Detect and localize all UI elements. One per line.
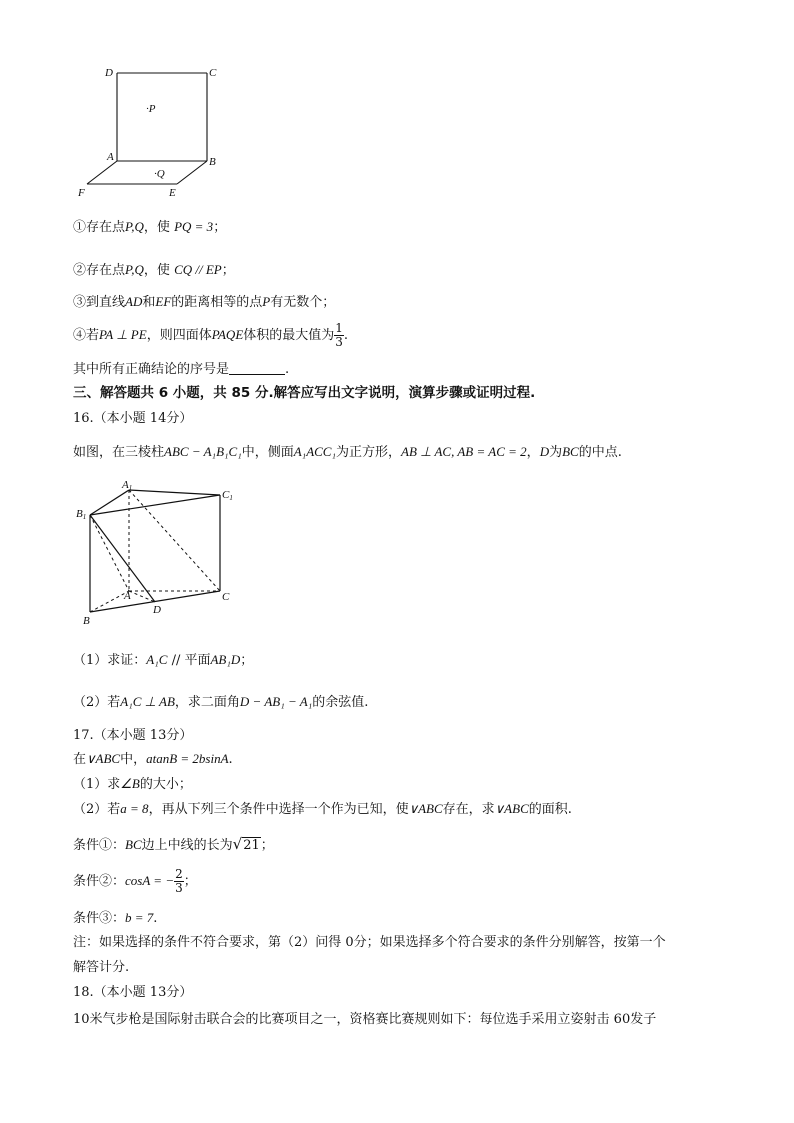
text: ④若 [73, 328, 100, 343]
statement-4 [73, 322, 348, 349]
math: b = 7 [125, 910, 154, 925]
q17-header: 17.（本小题 13分） [73, 728, 193, 743]
text: 有无数个； [270, 295, 336, 310]
label-C1: C1 [222, 489, 233, 502]
label-B: B [209, 156, 216, 168]
label-E: E [169, 187, 176, 199]
math: P [262, 294, 271, 309]
text: 为 [549, 445, 563, 460]
math: PAQE [211, 327, 244, 342]
label-D: D [153, 604, 161, 616]
numerator: 1 [335, 321, 343, 335]
figure-square-parallelogram [70, 58, 230, 203]
math: atanB = 2bsinA [146, 751, 229, 766]
section-3-heading: 三、解答题共 6 小题，共 85 分.解答应写出文字说明，演算步骤或证明过程. [73, 385, 536, 401]
text: ③到直线 [73, 295, 126, 310]
sqrt-sign: √ [232, 835, 243, 853]
text: 存在，求 [442, 802, 495, 817]
text: 条件①： [73, 838, 126, 853]
label-B1: B1 [76, 508, 87, 521]
q17-condition-2 [73, 868, 197, 895]
text: ； [240, 653, 254, 668]
math: AB₁D [210, 652, 241, 667]
text: ； [221, 263, 235, 278]
math: PA ⊥ PE [99, 327, 147, 342]
math: BC [562, 444, 579, 459]
text: 的距离相等的点 [171, 295, 263, 310]
edge-B1A1 [90, 490, 129, 515]
text: ； [183, 874, 197, 889]
q17-part1 [73, 776, 192, 793]
text: // 平面 [171, 653, 211, 668]
text: 的大小； [139, 777, 192, 792]
text: ，使 [143, 220, 170, 235]
label-F: F [78, 187, 85, 199]
text: 其中所有正确结论的序号是 [73, 362, 230, 377]
label-A1: A1 [122, 479, 133, 492]
q17-note-line-2: 解答计分. [73, 960, 130, 975]
text: （2）若 [73, 695, 121, 710]
numerator: 2 [175, 867, 183, 881]
text: 条件③： [73, 911, 126, 926]
label-Q: ·Q [154, 168, 165, 180]
math: A₁ACC₁ [293, 444, 336, 459]
text: （2）若 [73, 802, 121, 817]
edge-B1C1 [90, 495, 220, 515]
statement-3 [73, 294, 335, 311]
math: A₁C [146, 652, 168, 667]
math: cosA = − [125, 873, 175, 888]
math: a = 8 [120, 801, 149, 816]
text: 和 [142, 295, 156, 310]
label-C: C [222, 591, 230, 603]
math: AD [125, 294, 143, 309]
math: ∨ABC [86, 751, 121, 766]
text: 的面积. [528, 802, 572, 817]
text: ； [260, 838, 274, 853]
text: （1）求证： [73, 653, 147, 668]
edge-BE [177, 161, 207, 184]
q16-part2 [73, 694, 368, 711]
radicand: 21 [243, 838, 260, 853]
text: 为正方形， [336, 445, 402, 460]
q16-part1 [73, 652, 253, 669]
q17-part2 [73, 801, 572, 818]
edge-B1D [90, 515, 155, 602]
q17-condition-1 [73, 836, 274, 854]
text: ，求二面角 [174, 695, 240, 710]
denominator: 3 [335, 335, 343, 349]
q16-header: 16.（本小题 14分） [73, 411, 193, 426]
text: 体积的最大值为 [243, 328, 335, 343]
fraction-one-third [334, 322, 344, 349]
text: . [228, 752, 233, 767]
text: . [153, 911, 158, 926]
math: ∨ABC [408, 801, 443, 816]
text: . [343, 328, 349, 343]
text: （1）求 [73, 777, 121, 792]
edge-AF [87, 161, 117, 184]
denominator: 3 [175, 881, 183, 895]
text: 中，侧面 [241, 445, 294, 460]
text: ①存在点 [73, 220, 126, 235]
text: ，使 [143, 263, 170, 278]
q18-header: 18.（本小题 13分） [73, 985, 193, 1000]
edge-A1C [129, 490, 220, 591]
label-A: A [124, 590, 131, 602]
label-B: B [83, 615, 90, 627]
label-A: A [107, 151, 114, 163]
math: PQ = 3 [174, 219, 214, 234]
statement-1 [73, 219, 226, 236]
text: . [285, 362, 290, 377]
figure-triangular-prism [74, 478, 244, 628]
text: ，再从下列三个条件中选择一个作为已知，使 [148, 802, 409, 817]
fraction-two-thirds [174, 868, 184, 895]
math: ABC − A₁B₁C₁ [164, 444, 242, 459]
label-P: ·P [146, 103, 156, 115]
math: ∨ABC [494, 801, 529, 816]
math: EF [155, 294, 172, 309]
math: BC [125, 837, 142, 852]
math: P,Q [125, 219, 144, 234]
edge-A1C1 [129, 490, 220, 495]
q18-stem: 10米气步枪是国际射击联合会的比赛项目之一，资格赛比赛规则如下：每位选手采用立姿射击 60发子 [73, 1012, 657, 1027]
text: 如图，在三棱柱 [73, 445, 165, 460]
text: 的中点. [578, 445, 622, 460]
statement-2 [73, 262, 235, 279]
q16-stem [73, 444, 622, 461]
math: P,Q [125, 262, 144, 277]
q17-condition-3 [73, 910, 157, 927]
text: ②存在点 [73, 263, 126, 278]
text: ； [213, 220, 227, 235]
math: D [539, 444, 550, 459]
text: 条件②： [73, 874, 126, 889]
math: D − AB₁ − A₁ [239, 694, 313, 709]
text: ，则四面体 [146, 328, 212, 343]
text: ， [526, 445, 540, 460]
text: 边上中线的长为 [141, 838, 233, 853]
q17-stem [73, 751, 233, 768]
math: A₁C ⊥ AB [120, 694, 175, 709]
math: ∠B [120, 776, 140, 791]
answer-blank[interactable] [229, 362, 285, 375]
math: AB ⊥ AC, AB = AC = 2 [401, 444, 527, 459]
text: 中， [120, 752, 147, 767]
conclusion-line [73, 362, 289, 378]
text: 在 [73, 752, 87, 767]
label-C: C [209, 67, 217, 79]
q17-note-line-1: 注：如果选择的条件不符合要求，第（2）问得 0分；如果选择多个符合要求的条件分别解答，按第一个 [73, 935, 666, 950]
math: CQ // EP [174, 262, 222, 277]
label-D: D [105, 67, 113, 79]
text: 的余弦值. [312, 695, 369, 710]
edge-B1A [90, 515, 129, 591]
